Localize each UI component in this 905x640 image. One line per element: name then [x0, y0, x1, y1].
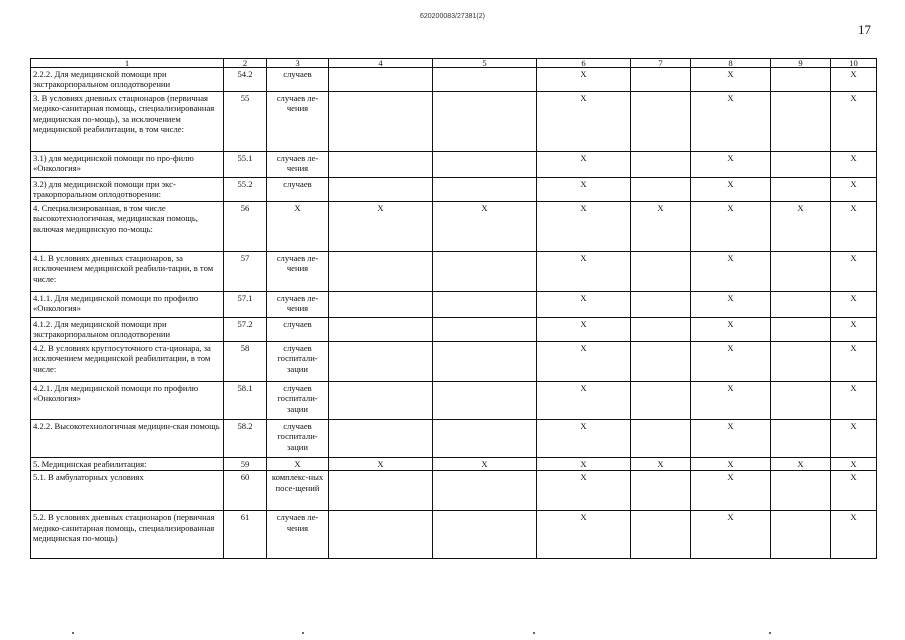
cell-col8: Х [691, 511, 771, 559]
cell-col6: Х [537, 202, 631, 252]
column-header: 6 [537, 59, 631, 68]
cell-col7: Х [631, 202, 691, 252]
cell-col4 [329, 68, 433, 92]
row-name-cell: 3.2) для медицинской помощи при экс-тракорпоральном оплодотворении: [31, 178, 224, 202]
cell-col7 [631, 382, 691, 420]
table-row [31, 252, 877, 292]
cell-col5 [433, 152, 537, 178]
column-header: 3 [267, 59, 329, 68]
cell-col8: Х [691, 382, 771, 420]
cell-col9: Х [771, 458, 831, 471]
row-code-cell: 54.2 [224, 68, 267, 92]
row-name-cell: 5.1. В амбулаторных условиях [31, 471, 224, 511]
cell-col8: Х [691, 92, 771, 152]
table-row [31, 382, 877, 420]
cell-col9 [771, 342, 831, 382]
cell-col7: Х [631, 458, 691, 471]
cell-col5 [433, 68, 537, 92]
cell-col10: Х [831, 511, 877, 559]
table-row [31, 68, 877, 92]
cell-col5: Х [433, 458, 537, 471]
form-table [30, 58, 877, 559]
cell-col10: Х [831, 152, 877, 178]
cell-col9 [771, 68, 831, 92]
cell-col5 [433, 382, 537, 420]
table-row [31, 420, 877, 458]
row-code-cell: 59 [224, 458, 267, 471]
cell-col9 [771, 511, 831, 559]
column-header: 5 [433, 59, 537, 68]
cell-col5 [433, 178, 537, 202]
cell-col9 [771, 382, 831, 420]
cell-col5 [433, 292, 537, 318]
row-code-cell: 58 [224, 342, 267, 382]
cell-col5 [433, 471, 537, 511]
row-name-cell: 5. Медицинская реабилитация: [31, 458, 224, 471]
table-row [31, 458, 877, 471]
cell-col7 [631, 511, 691, 559]
cell-col10: Х [831, 252, 877, 292]
cell-col4 [329, 92, 433, 152]
cell-col6: Х [537, 152, 631, 178]
cell-col4 [329, 152, 433, 178]
cell-col5 [433, 318, 537, 342]
table-row [31, 92, 877, 152]
row-code-cell: 55.2 [224, 178, 267, 202]
row-name-cell: 4.2. В условиях круглосуточного ста-ционара, за исключением медицинской реабилитации, в том числе: [31, 342, 224, 382]
cell-col4 [329, 342, 433, 382]
cell-col5: Х [433, 202, 537, 252]
column-header: 1 [31, 59, 224, 68]
cell-col9 [771, 471, 831, 511]
cell-col4 [329, 420, 433, 458]
cell-col10: Х [831, 68, 877, 92]
row-name-cell: 4.1.2. Для медицинской помощи при экстракорпоральном оплодотворении [31, 318, 224, 342]
cell-col7 [631, 152, 691, 178]
column-header: 10 [831, 59, 877, 68]
cell-col8: Х [691, 420, 771, 458]
cell-col6: Х [537, 292, 631, 318]
cell-col8: Х [691, 318, 771, 342]
cell-col10: Х [831, 202, 877, 252]
cell-col10: Х [831, 382, 877, 420]
cell-col4 [329, 511, 433, 559]
cell-col8: Х [691, 342, 771, 382]
cell-col10: Х [831, 471, 877, 511]
page-number: 17 [858, 22, 871, 37]
cell-col8: Х [691, 252, 771, 292]
column-header: 2 [224, 59, 267, 68]
row-unit-cell: случаев ле-чения [267, 292, 329, 318]
table-row [31, 178, 877, 202]
cell-col8: Х [691, 202, 771, 252]
row-name-cell: 3. В условиях дневных стационаров (первичная медико-санитарная помощь, специализированная медицинская по-мощь), за исключением медицинской реабилитации, в том числе: [31, 92, 224, 152]
row-unit-cell: случаев [267, 178, 329, 202]
cell-col4 [329, 292, 433, 318]
row-name-cell: 4.2.2. Высокотехнологичная медицин-ская помощь [31, 420, 224, 458]
row-code-cell: 57 [224, 252, 267, 292]
cell-col7 [631, 471, 691, 511]
column-header: 4 [329, 59, 433, 68]
row-name-cell: 5.2. В условиях дневных стационаров (первичная медико-санитарная помощь, специализированная медицинская по-мощь) [31, 511, 224, 559]
row-unit-cell: случаев ле-чения [267, 511, 329, 559]
cell-col6: Х [537, 92, 631, 152]
cell-col10: Х [831, 92, 877, 152]
row-unit-cell: комплекс-ных посе-щений [267, 471, 329, 511]
column-header: 7 [631, 59, 691, 68]
row-unit-cell: случаев госпитали-зации [267, 420, 329, 458]
row-unit-cell: Х [267, 458, 329, 471]
cell-col8: Х [691, 68, 771, 92]
cell-col5 [433, 420, 537, 458]
row-unit-cell: случаев госпитали-зации [267, 342, 329, 382]
cell-col6: Х [537, 68, 631, 92]
cell-col7 [631, 420, 691, 458]
cell-col9 [771, 420, 831, 458]
cell-col8: Х [691, 178, 771, 202]
cell-col6: Х [537, 252, 631, 292]
cell-col9 [771, 318, 831, 342]
cell-col6: Х [537, 471, 631, 511]
row-code-cell: 58.1 [224, 382, 267, 420]
cell-col8: Х [691, 458, 771, 471]
row-unit-cell: случаев [267, 318, 329, 342]
cell-col7 [631, 92, 691, 152]
scan-artifacts [0, 632, 905, 636]
row-code-cell: 60 [224, 471, 267, 511]
cell-col5 [433, 342, 537, 382]
cell-col4: Х [329, 202, 433, 252]
table-row [31, 152, 877, 178]
row-name-cell: 4.1. В условиях дневных стационаров, за исключением медицинской реабили-тации, в том числе: [31, 252, 224, 292]
cell-col6: Х [537, 318, 631, 342]
cell-col5 [433, 252, 537, 292]
cell-col4 [329, 252, 433, 292]
cell-col6: Х [537, 420, 631, 458]
cell-col10: Х [831, 292, 877, 318]
row-name-cell: 4.1.1. Для медицинской помощи по профилю «Онкология» [31, 292, 224, 318]
cell-col4: Х [329, 458, 433, 471]
table-row [31, 318, 877, 342]
table-row [31, 511, 877, 559]
cell-col9 [771, 178, 831, 202]
cell-col7 [631, 318, 691, 342]
cell-col6: Х [537, 458, 631, 471]
cell-col6: Х [537, 382, 631, 420]
cell-col7 [631, 252, 691, 292]
column-header: 9 [771, 59, 831, 68]
cell-col4 [329, 471, 433, 511]
row-unit-cell: Х [267, 202, 329, 252]
cell-col8: Х [691, 152, 771, 178]
cell-col8: Х [691, 292, 771, 318]
cell-col10: Х [831, 178, 877, 202]
cell-col6: Х [537, 342, 631, 382]
row-code-cell: 56 [224, 202, 267, 252]
row-code-cell: 61 [224, 511, 267, 559]
cell-col8: Х [691, 471, 771, 511]
row-name-cell: 2.2.2. Для медицинской помощи при экстракорпоральном оплодотворении [31, 68, 224, 92]
table-row [31, 292, 877, 318]
column-header: 8 [691, 59, 771, 68]
cell-col9: Х [771, 202, 831, 252]
cell-col10: Х [831, 342, 877, 382]
table-header-row [31, 59, 877, 68]
row-code-cell: 55 [224, 92, 267, 152]
cell-col6: Х [537, 178, 631, 202]
cell-col9 [771, 152, 831, 178]
cell-col7 [631, 178, 691, 202]
cell-col10: Х [831, 458, 877, 471]
cell-col5 [433, 92, 537, 152]
row-code-cell: 57.2 [224, 318, 267, 342]
row-name-cell: 4. Специализированная, в том числе высокотехнологичная, медицинская помощь, включая медицинскую по-мощь: [31, 202, 224, 252]
cell-col7 [631, 68, 691, 92]
cell-col10: Х [831, 420, 877, 458]
row-code-cell: 55.1 [224, 152, 267, 178]
cell-col9 [771, 292, 831, 318]
cell-col4 [329, 382, 433, 420]
cell-col5 [433, 511, 537, 559]
row-unit-cell: случаев ле-чения [267, 152, 329, 178]
cell-col4 [329, 178, 433, 202]
table-row [31, 202, 877, 252]
cell-col4 [329, 318, 433, 342]
row-unit-cell: случаев ле-чения [267, 252, 329, 292]
row-code-cell: 58.2 [224, 420, 267, 458]
row-unit-cell: случаев [267, 68, 329, 92]
table-row [31, 471, 877, 511]
row-code-cell: 57.1 [224, 292, 267, 318]
cell-col7 [631, 342, 691, 382]
row-name-cell: 4.2.1. Для медицинской помощи по профилю «Онкология» [31, 382, 224, 420]
cell-col9 [771, 252, 831, 292]
cell-col6: Х [537, 511, 631, 559]
cell-col9 [771, 92, 831, 152]
document-code: 620200083/27381(2) [419, 13, 485, 20]
cell-col7 [631, 292, 691, 318]
table-row [31, 342, 877, 382]
row-unit-cell: случаев ле-чения [267, 92, 329, 152]
cell-col10: Х [831, 318, 877, 342]
row-name-cell: 3.1) для медицинской помощи по про-филю «Онкология» [31, 152, 224, 178]
row-unit-cell: случаев госпитали-зации [267, 382, 329, 420]
